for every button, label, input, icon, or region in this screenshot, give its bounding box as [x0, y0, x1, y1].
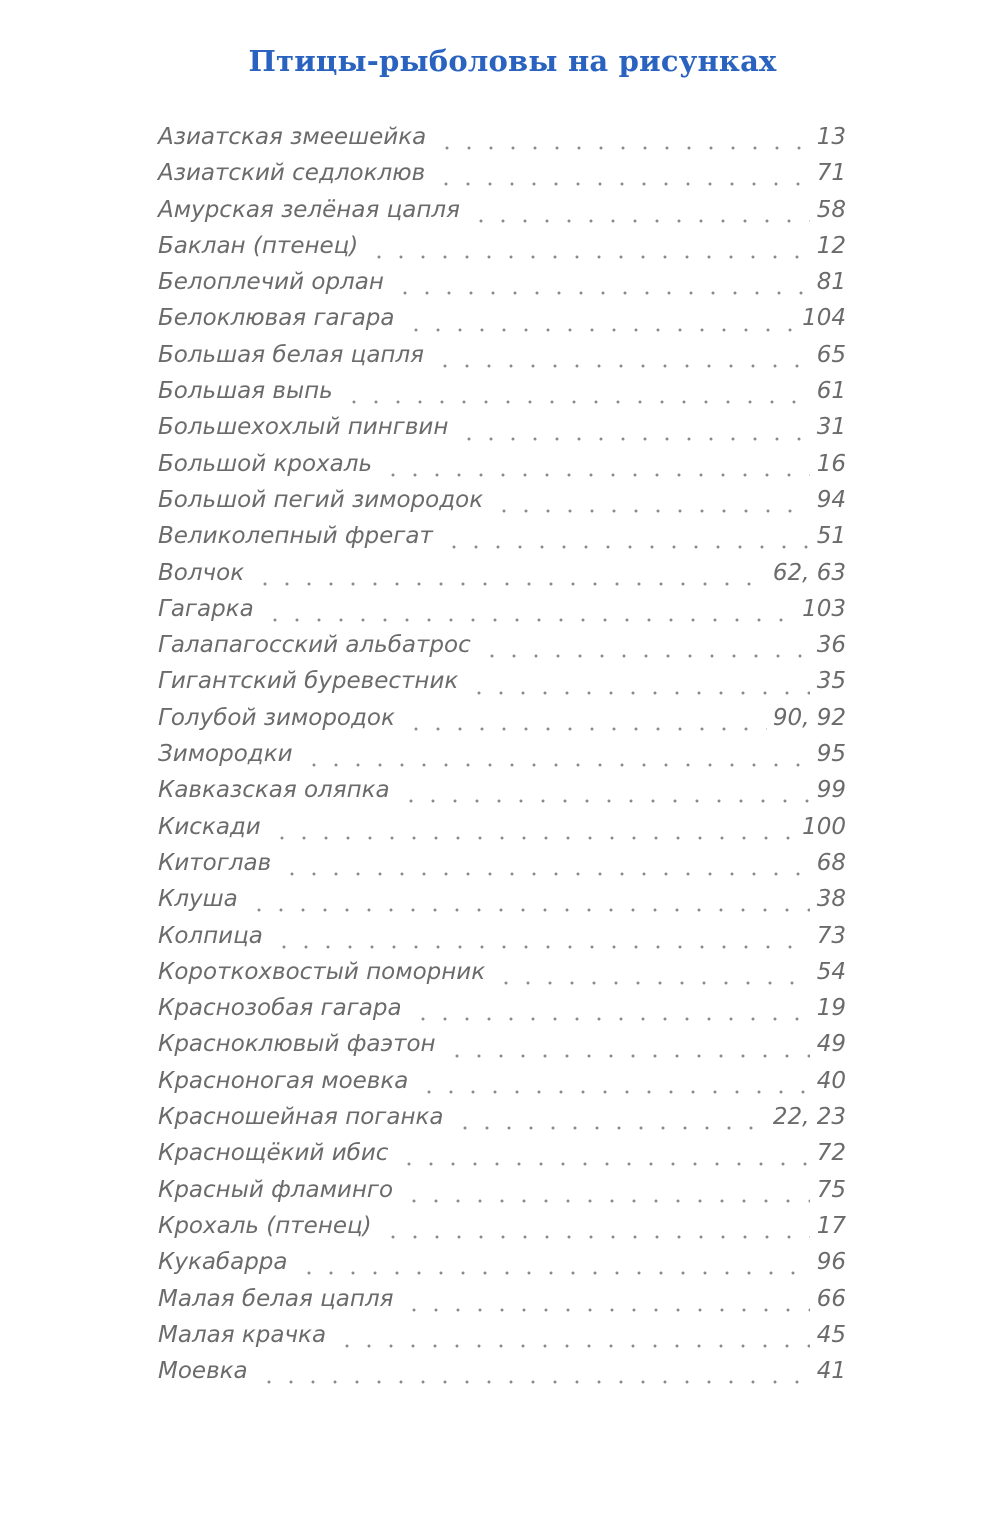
index-entry: [158, 777, 846, 813]
entry-name: Азиатский седлоклюв: [158, 160, 426, 187]
entry-name: Белоклювая гагара: [158, 305, 395, 332]
dot-leader: [368, 254, 810, 260]
entry-page-number: 72: [816, 1140, 846, 1167]
entry-page-number: 68: [816, 849, 846, 876]
dot-leader: [343, 399, 810, 405]
entry-page-number: 45: [816, 1321, 846, 1348]
index-entry: [158, 1213, 846, 1249]
entry-page-number: 31: [816, 414, 846, 441]
entry-name: Азиатская змеешейка: [158, 124, 427, 150]
index-list: [158, 124, 846, 1394]
index-entry: [158, 632, 846, 668]
dot-leader: [435, 181, 810, 187]
entry-name: Волчок: [158, 559, 245, 586]
entry-name: Большой крохаль: [158, 450, 373, 477]
entry-page-number: 51: [816, 523, 846, 550]
index-entry: [158, 596, 846, 632]
dot-leader: [273, 944, 810, 950]
entry-page-number: 66: [816, 1285, 846, 1312]
index-entry: [158, 523, 846, 559]
dot-leader: [248, 907, 810, 913]
dot-leader: [495, 980, 810, 986]
entry-name: Малая белая цапля: [158, 1285, 394, 1312]
index-entry: [158, 160, 846, 196]
entry-page-number: 36: [816, 632, 846, 659]
entry-page-number: 103: [802, 595, 846, 622]
index-entry: [158, 378, 846, 414]
entry-page-number: 17: [816, 1212, 846, 1239]
dot-leader: [434, 363, 810, 369]
index-entry: [158, 487, 846, 523]
dot-leader: [271, 835, 796, 841]
entry-name: Большая выпь: [158, 378, 333, 405]
entry-page-number: 65: [816, 341, 846, 368]
dot-leader: [303, 762, 810, 768]
dot-leader: [470, 218, 810, 224]
dot-leader: [412, 1016, 810, 1022]
index-entry: [158, 342, 846, 378]
entry-page-number: 96: [816, 1249, 846, 1276]
entry-name: Красношейная поганка: [158, 1104, 444, 1131]
index-entry: [158, 124, 846, 160]
entry-page-number: 81: [816, 269, 846, 296]
index-entry: [158, 1177, 846, 1213]
entry-page-number: 99: [816, 777, 846, 804]
entry-name: Кавказская оляпка: [158, 777, 390, 804]
dot-leader: [458, 436, 810, 442]
entry-name: Краснощёкий ибис: [158, 1140, 389, 1167]
entry-name: Баклан (птенец): [158, 232, 359, 259]
entry-page-number: 73: [816, 922, 846, 949]
index-entry: [158, 1104, 846, 1140]
entry-name: Малая крачка: [158, 1321, 327, 1348]
index-entry: [158, 668, 846, 704]
entry-page-number: 49: [816, 1031, 846, 1058]
entry-name: Большехохлый пингвин: [158, 414, 449, 441]
index-entry: [158, 305, 846, 341]
dot-leader: [382, 472, 810, 478]
index-entry: [158, 995, 846, 1031]
entry-name: Красноклювый фаэтон: [158, 1031, 436, 1058]
entry-page-number: 90, 92: [772, 704, 846, 731]
index-entry: [158, 705, 846, 741]
entry-name: Амурская зелёная цапля: [158, 196, 460, 223]
entry-name: Крохаль (птенец): [158, 1212, 372, 1239]
index-entry: [158, 1322, 846, 1358]
entry-name: Зимородки: [158, 741, 293, 768]
index-entry: [158, 1358, 846, 1394]
entry-page-number: 12: [816, 232, 846, 259]
dot-leader: [394, 290, 810, 296]
index-entry: [158, 741, 846, 777]
entry-page-number: 22, 23: [772, 1104, 846, 1131]
index-entry: [158, 959, 846, 995]
dot-leader: [258, 1379, 810, 1385]
index-entry: [158, 1286, 846, 1322]
dot-leader: [382, 1234, 810, 1240]
index-entry: [158, 1249, 846, 1285]
entry-name: Моевка: [158, 1358, 248, 1385]
entry-name: Краснозобая гагара: [158, 995, 402, 1022]
dot-leader: [281, 871, 810, 877]
entry-name: Короткохвостый поморник: [158, 958, 486, 985]
dot-leader: [400, 798, 810, 804]
index-entry: [158, 233, 846, 269]
page-title: Птицы-рыболовы на рисунках: [248, 44, 777, 78]
dot-leader: [336, 1343, 810, 1349]
dot-leader: [398, 1161, 810, 1167]
index-entry: [158, 197, 846, 233]
dot-leader: [443, 544, 810, 550]
index-entry: [158, 451, 846, 487]
dot-leader: [454, 1125, 767, 1131]
dot-leader: [481, 653, 810, 659]
entry-page-number: 61: [816, 378, 846, 405]
entry-name: Белоплечий орлан: [158, 269, 384, 296]
entry-name: Кискади: [158, 813, 261, 840]
dot-leader: [298, 1270, 811, 1276]
dot-leader: [405, 327, 797, 333]
dot-leader: [446, 1053, 810, 1059]
index-entry: [158, 414, 846, 450]
dot-leader: [418, 1089, 810, 1095]
entry-name: Большой пегий зимородок: [158, 486, 484, 513]
dot-leader: [468, 690, 810, 696]
entry-page-number: 58: [816, 196, 846, 223]
index-entry: [158, 850, 846, 886]
index-entry: [158, 886, 846, 922]
entry-page-number: 100: [802, 813, 846, 840]
entry-name: Голубой зимородок: [158, 704, 395, 731]
dot-leader: [254, 581, 767, 587]
entry-page-number: 54: [816, 958, 846, 985]
dot-leader: [403, 1198, 810, 1204]
entry-page-number: 104: [802, 305, 846, 332]
dot-leader: [403, 1307, 810, 1313]
index-entry: [158, 269, 846, 305]
index-entry: [158, 1031, 846, 1067]
index-entry: [158, 814, 846, 850]
entry-page-number: 40: [816, 1067, 846, 1094]
entry-name: Гагарка: [158, 595, 254, 622]
index-entry: [158, 560, 846, 596]
entry-name: Китоглав: [158, 849, 272, 876]
entry-name: Галапагосский альбатрос: [158, 632, 471, 659]
dot-leader: [264, 617, 796, 623]
entry-name: Клуша: [158, 886, 238, 913]
entry-name: Большая белая цапля: [158, 341, 424, 368]
dot-leader: [436, 145, 810, 151]
entry-page-number: 35: [816, 668, 846, 695]
index-entry: [158, 923, 846, 959]
entry-page-number: 41: [816, 1358, 846, 1385]
entry-page-number: 71: [816, 160, 846, 187]
entry-page-number: 16: [816, 450, 846, 477]
entry-name: Великолепный фрегат: [158, 523, 433, 550]
entry-page-number: 94: [816, 486, 846, 513]
entry-name: Красный фламинго: [158, 1176, 394, 1203]
index-entry: [158, 1140, 846, 1176]
entry-page-number: 95: [816, 741, 846, 768]
entry-name: Колпица: [158, 922, 263, 949]
dot-leader: [405, 726, 767, 732]
entry-name: Кукабарра: [158, 1249, 288, 1276]
entry-name: Гигантский буревестник: [158, 668, 459, 695]
entry-page-number: 75: [816, 1176, 846, 1203]
entry-page-number: 13: [816, 124, 846, 150]
entry-page-number: 62, 63: [772, 559, 846, 586]
dot-leader: [493, 508, 810, 514]
entry-page-number: 38: [816, 886, 846, 913]
index-entry: [158, 1068, 846, 1104]
entry-name: Красноногая моевка: [158, 1067, 409, 1094]
entry-page-number: 19: [816, 995, 846, 1022]
